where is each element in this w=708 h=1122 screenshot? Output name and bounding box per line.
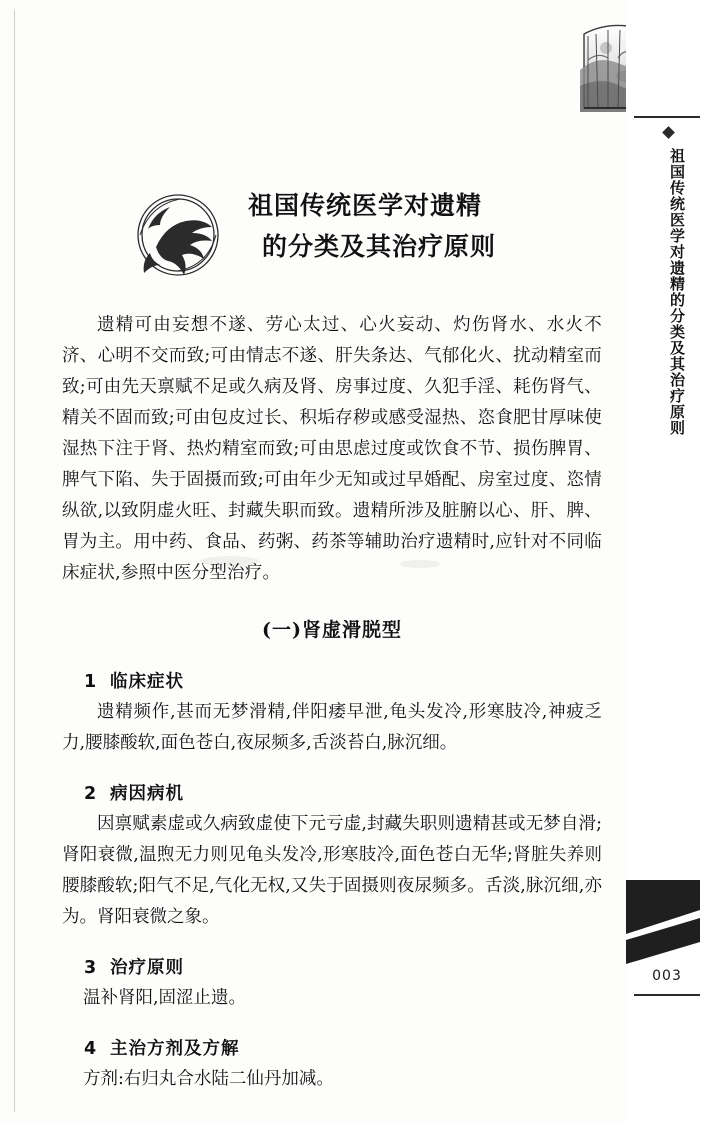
subsection-4-body: 方剂:右归丸合水陆二仙丹加减。 xyxy=(83,1069,334,1089)
subsection-3-body: 温补肾阳,固涩止遗。 xyxy=(83,988,247,1008)
subsection-1-title: 临床症状 xyxy=(110,672,184,692)
subsection-4-title: 主治方剂及方解 xyxy=(110,1039,240,1059)
side-title-band xyxy=(626,0,708,1122)
intro-paragraph: 遗精可由妄想不遂、劳心太过、心火妄动、灼伤肾水、水火不济、心明不交而致;可由情志不遂、肝失条达、气郁化火、扰动精室而致;可由先天禀赋不足或久病及肾、房事过度、久犯手淫、耗伤肾气、精关不固而致;可由包皮过长、积垢存秽或感受湿热、恣食肥甘厚味使湿热下注于肾、热灼精室而致;可由思虑过度或饮食不节、损伤脾胃、脾气下陷、失于固摄而致;可由年少无知或过早婚配、房室过度、恣情纵欲,以致阴虚火旺、封藏失职而致。遗精所涉及脏腑以心、肝、脾、胃为主。用中药、食品、药粥、药茶等辅助治疗遗精时,应针对不同临床症状,参照中医分型治疗。 xyxy=(62,315,602,583)
subsection-2 xyxy=(62,779,602,933)
subsection-1-heading xyxy=(62,667,602,697)
chapter-title-line-2: 的分类及其治疗原则 xyxy=(262,232,497,261)
page-border-left xyxy=(14,10,15,1112)
subsection-1-body: 遗精频作,甚而无梦滑精,伴阳痿早泄,龟头发冷,形寒肢冷,神疲乏力,腰膝酸软,面色苍白,夜尿频多,舌淡苔白,脉沉细。 xyxy=(62,702,602,753)
diamond-icon xyxy=(662,126,675,139)
page-content xyxy=(62,310,602,1095)
scan-artifact xyxy=(400,560,440,568)
side-rule-bottom xyxy=(634,994,700,996)
side-running-title: 祖国传统医学对遗精的分类及其治疗原则 xyxy=(668,148,686,436)
chapter-title-line-1: 祖国传统医学对遗精 xyxy=(248,191,483,220)
subsection-3-heading xyxy=(62,953,602,983)
chapter-heading xyxy=(120,185,600,285)
subsection-4-heading xyxy=(62,1034,602,1064)
side-wedge-decoration xyxy=(626,880,708,976)
subsection-1-number: 1 xyxy=(84,672,98,692)
subsection-2-heading xyxy=(62,779,602,809)
subsection-1 xyxy=(62,667,602,759)
subsection-3-title: 治疗原则 xyxy=(110,958,184,978)
section-title: (一)肾虚滑脱型 xyxy=(262,619,402,641)
chapter-title xyxy=(248,185,598,267)
page-number: 003 xyxy=(652,968,682,984)
subsection-2-body: 因禀赋素虚或久病致虚使下元亏虚,封藏失职则遗精甚或无梦自滑;肾阳衰微,温煦无力则见龟头发冷,形寒肢冷,面色苍白无华;肾脏失养则腰膝酸软;阳气不足,气化无权,又失于固摄则夜尿频多。舌淡,脉沉细,亦为。肾阳衰微之象。 xyxy=(62,814,602,927)
phoenix-emblem-icon xyxy=(120,189,238,281)
scan-artifact xyxy=(200,556,260,566)
subsection-4 xyxy=(62,1034,602,1095)
subsection-3-number: 3 xyxy=(84,958,98,978)
subsection-4-number: 4 xyxy=(84,1039,98,1059)
subsection-2-title: 病因病机 xyxy=(110,784,184,804)
subsection-3 xyxy=(62,953,602,1014)
side-rule-top xyxy=(634,116,700,118)
subsection-2-number: 2 xyxy=(84,784,98,804)
